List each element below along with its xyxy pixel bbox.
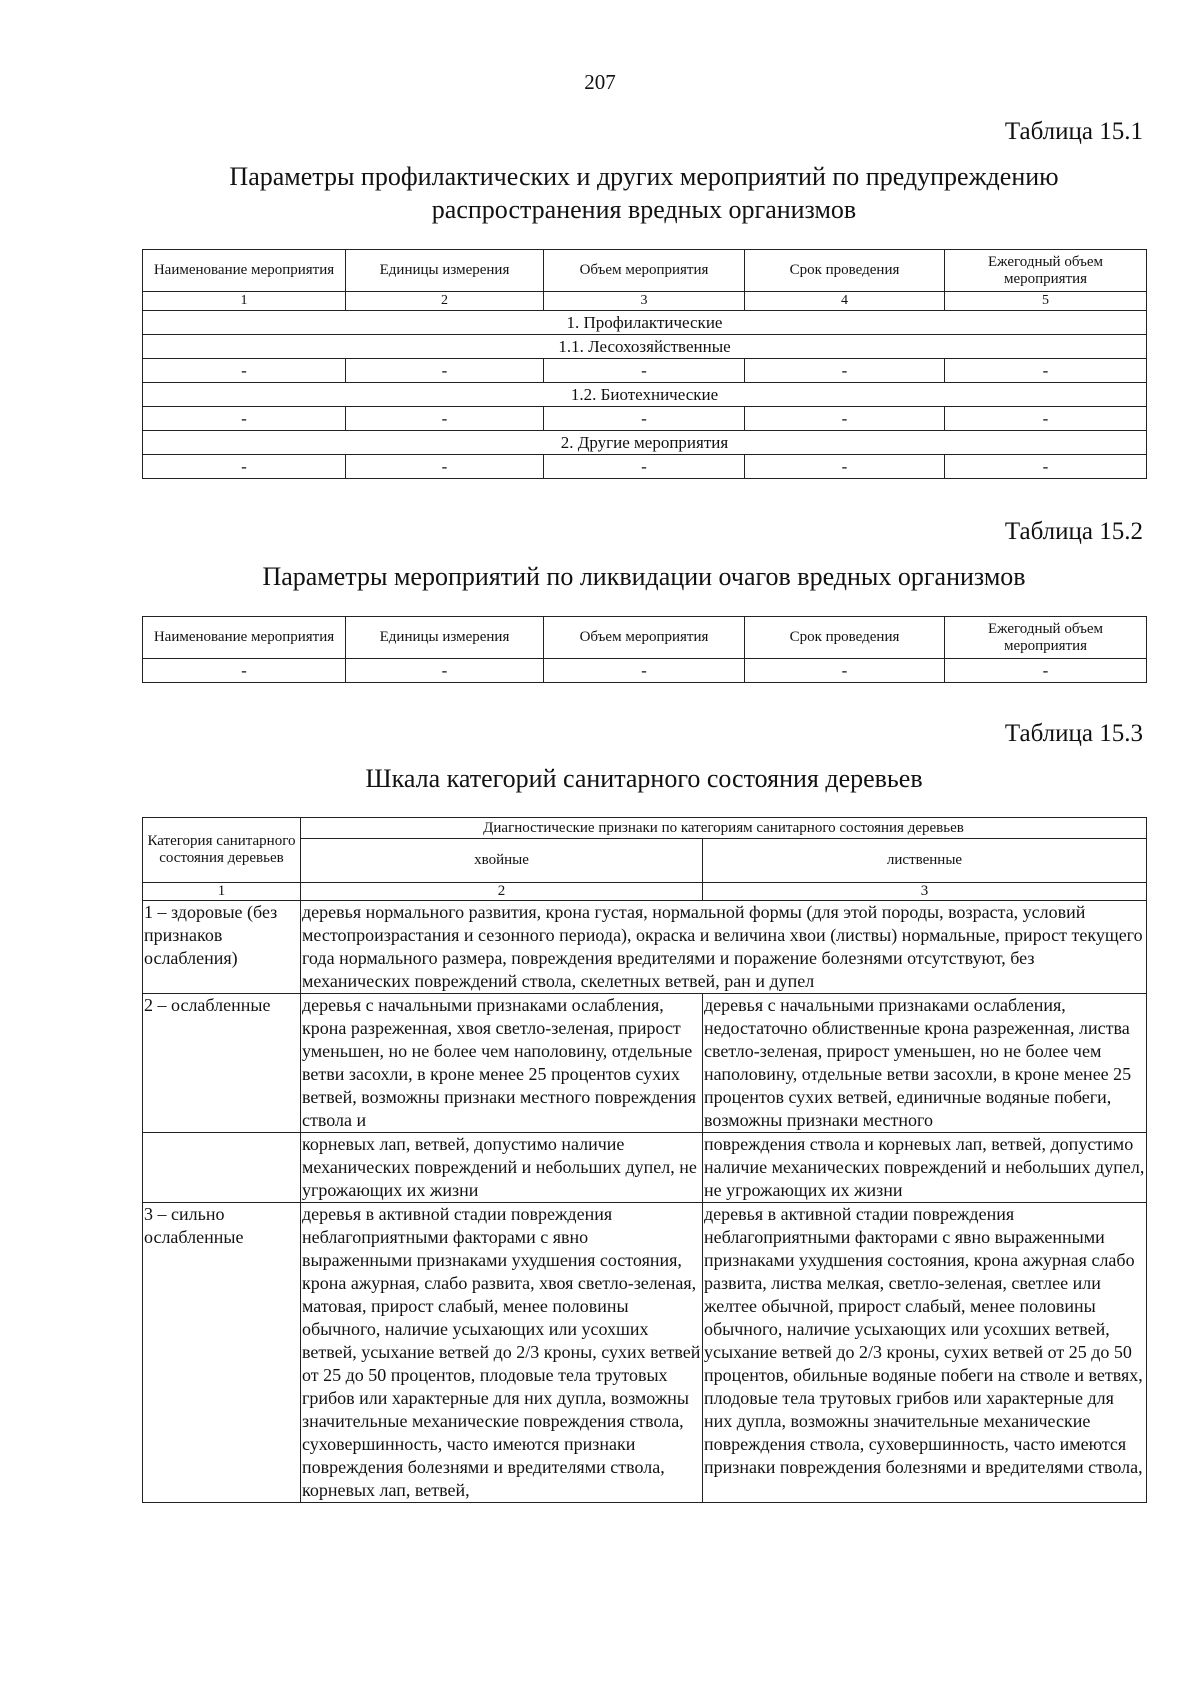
section-row [143,311,1147,335]
table-cell: - [346,455,544,479]
header-cell: Объем мероприятия [544,250,745,292]
category-cell: 3 – сильно ослабленные [143,1203,301,1503]
table-header-row [143,818,1147,839]
section-row [143,383,1147,407]
header-deciduous: лиственные [703,839,1147,883]
table-cell: - [945,359,1147,383]
column-number-row [143,883,1147,901]
column-number-row [143,292,1147,311]
table-15-3 [142,817,1147,1503]
deciduous-cell: деревья в активной стадии повреждения неблагоприятными факторами с явно выраженными признаками ухудшения состояния, крона ажурная слабо развита, листва мелкая, светло-зеленая, светлее или желтее обычной, прирост слабый, менее половины обычного, наличие усыхающих или усохших ветвей, усыхание ветвей до 2/3 кроны, сухих ветвей от 25 до 50 процентов, обильные водяные побеги на стволе и ветвях, плодовые тела трутовых грибов или характерные для них дупла, возможны значительные механические повреждения ствола, суховершинность, часто имеются признаки повреждения болезнями и вредителями ствола, [703,1203,1147,1503]
conifer-cell: деревья в активной стадии повреждения неблагоприятными факторами с явно выраженными признаками ухудшения состояния, крона ажурная, слабо развита, хвоя светло-зеленая, матовая, прирост слабый, менее половины обычного, наличие усыхающих или усохших ветвей, усыхание ветвей до 2/3 кроны, сухих ветвей от 25 до 50 процентов, плодовые тела трутовых грибов или характерные для них дупла, возможны значительные механические повреждения ствола, суховершинность, часто имеются признаки повреждения болезнями и вредителями ствола, корневых лап, ветвей, [301,1203,703,1503]
table-cell: - [143,359,346,383]
header-cell: Срок проведения [745,250,945,292]
conifer-cell: корневых лап, ветвей, допустимо наличие механических повреждений и небольших дупел, не угрожающих их жизни [301,1133,703,1203]
column-number: 3 [544,292,745,311]
diagnostic-cell-merged: деревья нормального развития, крона густая, нормальной формы (для этой породы, возраста, условий местопроизрастания и сезонного периода), окраска и величина хвои (листвы) нормальные, прирост текущего года нормального размера, повреждения вредителями и поражение болезнями отсутствуют, без механических повреждений ствола, скелетных ветвей, ран и дупел [301,901,1147,994]
table-15-1-caption: Таблица 15.1 [1004,118,1143,145]
table-15-1-title [0,160,1200,226]
table-cell: - [945,659,1147,683]
category-cell [143,1133,301,1203]
section-title: 1. Профилактические [143,311,1147,335]
column-number: 2 [346,292,544,311]
table-row [143,994,1147,1133]
header-cell: Ежегодный объем мероприятия [945,617,1147,659]
table-15-3-caption: Таблица 15.3 [1004,720,1143,747]
section-row [143,335,1147,359]
table-cell: - [945,407,1147,431]
table-cell: - [346,659,544,683]
header-cell: Единицы измерения [346,250,544,292]
header-cell: Объем мероприятия [544,617,745,659]
table-cell: - [745,407,945,431]
table-row [143,359,1147,383]
deciduous-cell: повреждения ствола и корневых лап, ветвей, допустимо наличие механических повреждений и небольших дупел, не угрожающих их жизни [703,1133,1147,1203]
category-cell: 2 – ослабленные [143,994,301,1133]
column-number: 3 [703,883,1147,901]
header-cell: Наименование мероприятия [143,250,346,292]
table-15-1-title-line2: распространения вредных организмов [431,195,857,224]
table-cell: - [544,455,745,479]
column-number: 4 [745,292,945,311]
section-row [143,431,1147,455]
table-15-2 [142,616,1147,683]
header-category: Категория санитарного состояния деревьев [143,818,301,883]
column-number: 2 [301,883,703,901]
table-cell: - [346,359,544,383]
table-cell: - [544,407,745,431]
column-number: 1 [143,292,346,311]
section-title: 2. Другие мероприятия [143,431,1147,455]
header-cell: Наименование мероприятия [143,617,346,659]
header-cell: Срок проведения [745,617,945,659]
table-row [143,901,1147,994]
table-15-2-title: Параметры мероприятий по ликвидации очагов вредных организмов [262,562,1026,591]
table-row [143,1203,1147,1503]
category-cell: 1 – здоровые (без признаков ослабления) [143,901,301,994]
table-cell: - [544,359,745,383]
section-title: 1.2. Биотехнические [143,383,1147,407]
section-title: 1.1. Лесохозяйственные [143,335,1147,359]
table-row [143,455,1147,479]
table-cell: - [143,455,346,479]
table-cell: - [346,407,544,431]
table-row [143,1133,1147,1203]
table-15-1 [142,249,1147,479]
table-15-3-title: Шкала категорий санитарного состояния деревьев [365,764,923,793]
deciduous-cell: деревья с начальными признаками ослабления, недостаточно облиственные крона разреженная, листва светло-зеленая, прирост уменьшен, но не более чем наполовину, отдельные ветви засохли, в кроне менее 25 процентов сухих ветвей, единичные водяные побеги, возможны признаки местного [703,994,1147,1133]
table-cell: - [745,659,945,683]
header-cell: Единицы измерения [346,617,544,659]
column-number: 1 [143,883,301,901]
header-conifer: хвойные [301,839,703,883]
table-cell: - [745,359,945,383]
column-number: 5 [945,292,1147,311]
table-header-row [143,250,1147,292]
table-cell: - [143,659,346,683]
header-diagnostic: Диагностические признаки по категориям санитарного состояния деревьев [301,818,1147,839]
table-cell: - [945,455,1147,479]
table-header-row [143,617,1147,659]
table-cell: - [143,407,346,431]
table-15-2-caption: Таблица 15.2 [1004,518,1143,545]
header-cell: Ежегодный объем мероприятия [945,250,1147,292]
table-row [143,659,1147,683]
conifer-cell: деревья с начальными признаками ослабления, крона разреженная, хвоя светло-зеленая, прирост уменьшен, но не более чем наполовину, отдельные ветви засохли, в кроне менее 25 процентов сухих ветвей, возможны признаки местного повреждения ствола и [301,994,703,1133]
table-15-1-title-line1: Параметры профилактических и других мероприятий по предупреждению [229,162,1059,191]
page-number: 207 [584,70,616,94]
table-cell: - [544,659,745,683]
table-cell: - [745,455,945,479]
table-row [143,407,1147,431]
